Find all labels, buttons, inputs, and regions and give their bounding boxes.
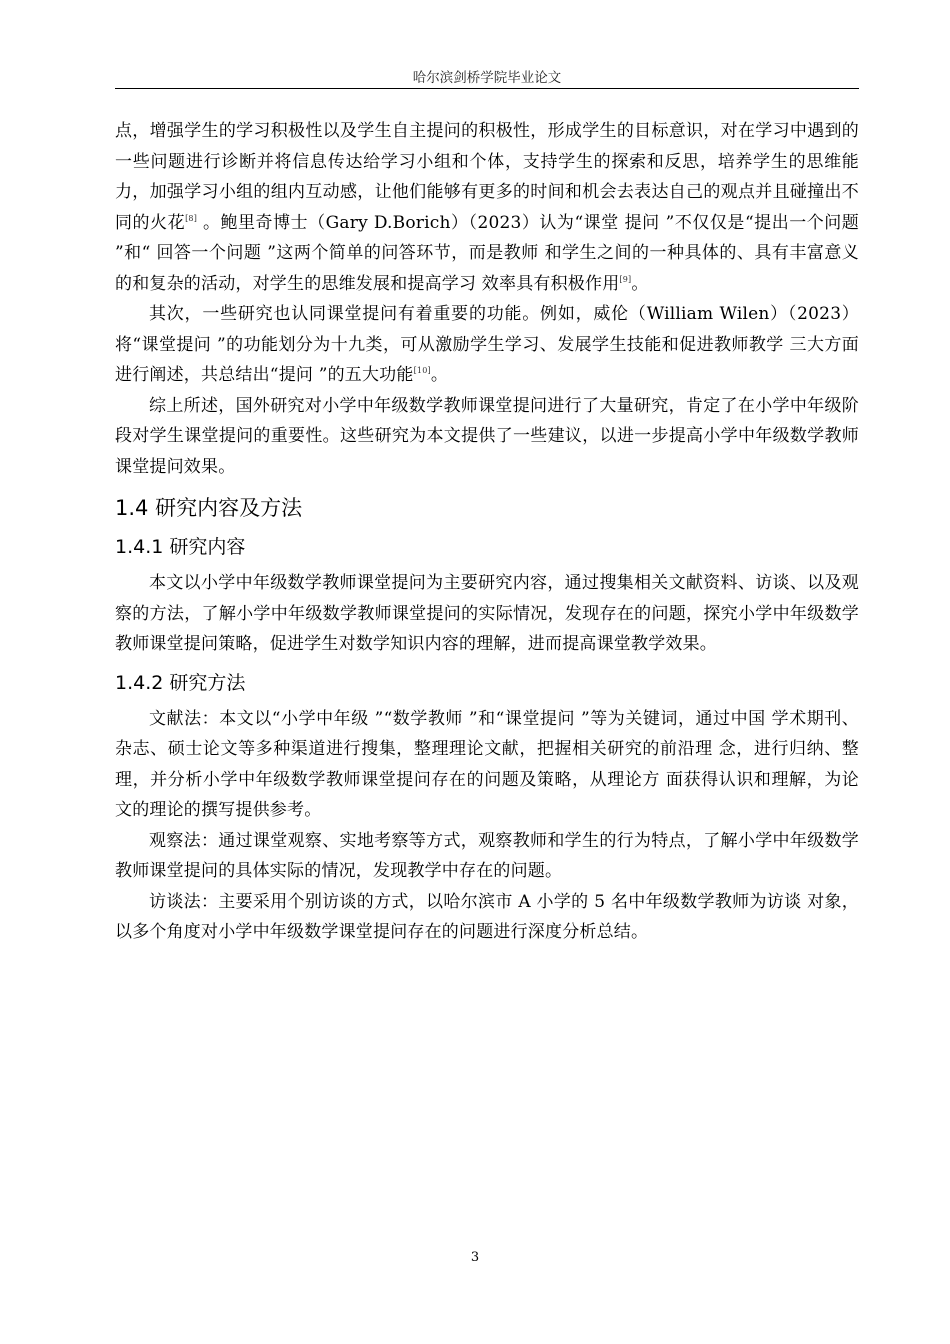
section-heading-1-4: 1.4 研究内容及方法 [115, 496, 303, 520]
section-heading-1-4-2: 1.4.2 研究方法 [115, 671, 246, 694]
header-rule [115, 88, 859, 89]
paragraph-6: 观察法：通过课堂观察、实地考察等方式，观察教师和学生的行为特点，了解小学中年级数学教师课堂提问的具体实际的情况，发现教学中存在的问题。 [115, 830, 859, 881]
page-header: 哈尔滨剑桥学院毕业论文 [412, 70, 562, 86]
paragraph-2-text-a: 其次，一些研究也认同课堂提问有着重要的功能。例如，威伦（William Wilen）（2023） 将“课堂提问 ”的功能划分为十九类，可从激励学生学习、发展学生技能和促进教师教学 三大方面进行阐述，共总结出“提问 ”的五大功能 [115, 304, 859, 385]
citation-8: [8] [185, 213, 198, 223]
paragraph-5: 文献法：本文以“小学中年级 ”“数学教师 ”和“课堂提问 ”等为关键词，通过中国 学术期刊、杂志、硕士论文等多种渠道进行搜集，整理理论文献，把握相关研究的前沿理 念，进行归纳、整理，并分析小学中年级数学教师课堂提问存在的问题及策略，从理论方 面获得认识和理解，为论文的理论的撰写提供参考。 [115, 708, 859, 820]
citation-10: [10] [413, 366, 431, 375]
paragraph-1 [115, 116, 859, 299]
paragraph-1-text-a: 点，增强学生的学习积极性以及学生自主提问的积极性，形成学生的目标意识，对在学习中遇到的一些问题进行诊断并将信息传达给学习小组和个体，支持学生的探索和反思，培养学生的思维能力，加强学习小组的组内互动感，让他们能够有更多的时间和机会去表达自己的观点并且碰撞出不同的火花 [115, 121, 859, 233]
paragraph-2 [115, 299, 859, 391]
paragraph-3: 综上所述，国外研究对小学中年级数学教师课堂提问进行了大量研究，肯定了在小学中年级阶段对学生课堂提问的重要性。这些研究为本文提供了一些建议，以进一步提高小学中年级数学教师课堂提问效果。 [115, 395, 859, 477]
paragraph-4: 本文以小学中年级数学教师课堂提问为主要研究内容，通过搜集相关文献资料、访谈、以及观察的方法，了解小学中年级数学教师课堂提问的实际情况，发现存在的问题，探究小学中年级数学教师课堂提问策略，促进学生对数学知识内容的理解，进而提高课堂教学效果。 [115, 573, 859, 654]
paragraph-1-text-c: 。 [631, 273, 649, 294]
page-number: 3 [470, 1250, 480, 1265]
section-heading-1-4-1: 1.4.1 研究内容 [115, 536, 246, 558]
citation-9: [9] [619, 274, 632, 284]
paragraph-2-text-b: 。 [430, 365, 449, 385]
paragraph-1-text-b: 。鲍里奇博士（Gary D.Borich）（2023）认为“课堂 提问 ”不仅仅是“提出一个问题 ”和“ 回答一个问题 ”这两个简单的问答环节，而是教师 和学生之间的一种具体的、具有丰富意义的和复杂的活动，对学生的思维发展和提高学习 效率具有积极作用 [115, 212, 859, 294]
document-body [115, 116, 859, 948]
paragraph-7: 访谈法：主要采用个别访谈的方式，以哈尔滨市 A 小学的 5 名中年级数学教师为访谈 对象，以多个角度对小学中年级数学课堂提问存在的问题进行深度分析总结。 [115, 891, 859, 942]
